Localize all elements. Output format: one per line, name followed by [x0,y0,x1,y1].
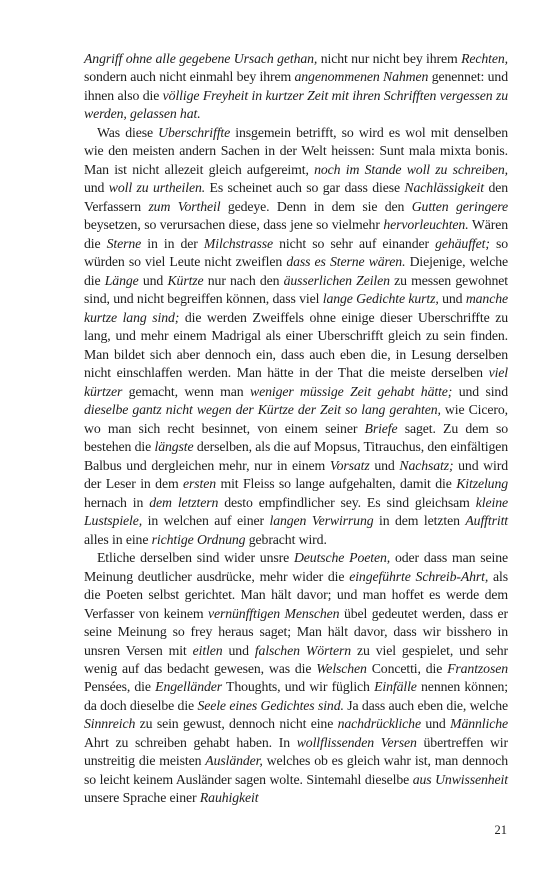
text-run: beysetzen, so verursachen diese, dass jene so vielmehr [84,217,384,233]
text-run: saget. Zu dem so bestehen die [84,420,509,455]
text-run: Etliche derselben sind wider unsre [97,550,294,566]
text-run: Thoughts, und wir füglich [222,679,375,695]
italic-run: falschen Wörtern [254,642,351,658]
text-run: nennen können; da doch dieselbe die [84,679,508,713]
paragraph [84,549,508,808]
text-run: Ja dass auch eben die, welche [343,697,508,713]
text-run: zu sein gewust, dennoch nicht eine [135,716,338,732]
body-text [84,50,508,808]
text-run: nicht so sehr auf einander [273,235,436,251]
italic-run: kleine Lustspiele, [84,494,508,529]
text-run: derselben, als die auf Mopsus, Titrauchus, den einfältigen Balbus und dergleichen mehr, nur in einem [84,439,509,473]
italic-run: Rechten, [461,51,509,66]
text-run: als die Poeten selbst gerichtet. Man hält davor; und man hoffet es werde dem Verfasser von keinem [84,568,508,621]
text-run: übertreffen wir unstreitig die meisten [84,734,508,769]
italic-run: Nachsatz; [399,457,454,473]
italic-run: Einfälle [374,679,417,695]
italic-run: zum Vortheil [148,198,221,214]
italic-run: Welschen [316,660,367,676]
italic-run: Nachlässigkeit [404,180,484,196]
text-run: und [138,272,168,288]
text-run: desto empfindlicher sey. Es sind gleichsam [218,494,476,510]
italic-run: dieselbe gantz nicht wegen der Kürtze der Zeit so lang gerahten, [84,402,441,418]
page-number: 21 [494,823,507,837]
italic-run: richtige Ordnung [151,531,246,547]
text-run: gebracht wird. [245,531,327,547]
text-run: zu messen gewohnet sind, und nicht begreiffen können, dass viel [84,272,508,307]
italic-run: Uberschriffte [158,124,231,140]
text-run: zu viel gespielet, und sehr wenig auf das bedacht gewesen, was die [84,642,508,676]
text-run: Diejenige, welche die [84,254,508,288]
text-run: oder dass man seine Meinung deutlicher ausdrücke, mehr wider die [84,550,508,584]
text-run: und [84,180,109,196]
italic-run: Kitzelung [456,476,508,492]
text-run: und sind [452,383,508,399]
italic-run: woll zu urtheilen. [108,180,206,196]
italic-run: angenommenen Nahmen [294,69,429,85]
italic-run: noch im Stande woll zu schreiben, [314,161,508,177]
italic-run: eingeführte Schreib-Ahrt, [349,568,489,584]
italic-run: Milchstrasse [203,235,273,251]
text-run: Es scheinet auch so gar dass diese [205,180,405,196]
italic-run: ersten [183,476,217,492]
italic-run: Gutten geringere [411,198,508,214]
text-run: Ahrt zu schreiben gehabt haben. In [84,734,297,750]
italic-run: völlige Freyheit in kurtzer Zeit mit ihren Schrifften vergessen zu werden, gelassen hat. [84,87,508,122]
text-run: und [438,291,466,307]
text-run: in welchen auf einer [142,513,270,529]
text-run: die werden Zweiffels ohne einige dieser Uberschriffte zu lang, und mehr einem Madrigal als einer Uberschrifft gleich zu sein finden. Man bildet sich aber dennoch ein, dass auch eben die, in Lesung derselben nicht einschlaffen werden. Man hätte in der That die meiste derselben [84,309,508,381]
text-run: gemacht, wenn man [122,383,251,399]
italic-run: Angriff ohne alle gegebene Ursach gethan, [84,51,318,66]
text-run: und [222,642,255,658]
italic-run: eitlen [192,642,223,658]
italic-run: Frantzosen [447,660,508,676]
italic-run: längste [154,439,194,455]
paragraph [84,50,508,124]
italic-run: weniger müssige Zeit gehabt hätte; [250,383,453,399]
italic-run: gehäuffet; [435,235,490,251]
italic-run: dass es Sterne wären. [286,254,406,270]
italic-run: Sterne [106,235,142,251]
text-run: und [369,457,400,473]
italic-run: manche kurtze lang sind; [84,291,508,325]
italic-run: wollflissenden Versen [296,734,417,750]
text-run: hernach in [84,494,150,510]
text-run: nicht nur nicht bey ihrem [317,51,462,66]
italic-run: Engelländer [155,679,223,695]
italic-run: Männliche [450,716,508,732]
text-run: Pensées, die [84,679,156,695]
text-run: und wird der Leser in dem [84,457,508,492]
italic-run: vernünfftigen Menschen [207,605,340,621]
text-run: Wären die [84,217,508,251]
text-run: Was diese [97,124,159,140]
text-run: in in der [141,235,204,251]
text-run: den Verfassern [84,180,509,214]
italic-run: viel kürtzer [84,365,508,399]
italic-run: Aufftritt [465,513,508,529]
text-run: so würden so viel Leute nicht zweiflen [84,235,509,270]
text-run: sondern auch nicht einmahl bey ihrem [84,69,295,85]
text-run: in dem letzten [373,513,466,529]
italic-run: Ausländer, [205,753,263,769]
text-run: und [420,716,451,732]
text-run: welches ob es gleich wahr ist, man dennoch so leicht keinem Ausländer sagen wolte. Sintemahl dieselbe [84,753,508,787]
text-run: gedeye. Denn in dem sie den [220,198,412,214]
text-run: wie Cicero, wo man sich recht besinnet, von einem seiner [84,402,508,436]
text-run: alles in eine [84,531,152,547]
text-run: Concetti, die [366,660,448,676]
italic-run: aus Unwissenheit [412,771,508,787]
italic-run: Seele eines Gedichtes sind. [197,697,344,713]
italic-run: äusserlichen Zeilen [283,272,390,288]
italic-run: Sinnreich [84,716,136,732]
text-run: genennet: und ihnen also die [84,69,508,103]
text-run: insgemein betrifft, so wird es wol mit denselben wie den meisten andern Sachen in der Welt heissen: Sunt mala mixta bonis. Man ist nicht allezeit gleich aufgereimt, [84,124,508,177]
paragraph [84,124,508,549]
italic-run: Länge [104,272,139,288]
italic-run: nachdrückliche [337,716,421,732]
italic-run: lange Gedichte kurtz, [322,291,439,307]
italic-run: langen Verwirrung [269,513,374,529]
italic-run: Rauhigkeit [199,790,259,806]
italic-run: Briefe [364,420,398,436]
text-run: unsere Sprache einer [84,790,200,806]
italic-run: Deutsche Poeten, [293,550,391,566]
text-run: mit Fleiss so lange aufgehalten, damit die [216,476,457,492]
italic-run: hervorleuchten. [383,217,469,233]
text-run: nur nach den [203,272,284,288]
text-run: übel gedeutet werden, dass er seine Meinung so frey heraus saget; Man hält davor, dass wir bisshero in unsren Versen mit [84,605,508,658]
italic-run: dem letztern [149,494,219,510]
italic-run: Kürtze [167,272,204,288]
italic-run: Vorsatz [329,457,370,473]
